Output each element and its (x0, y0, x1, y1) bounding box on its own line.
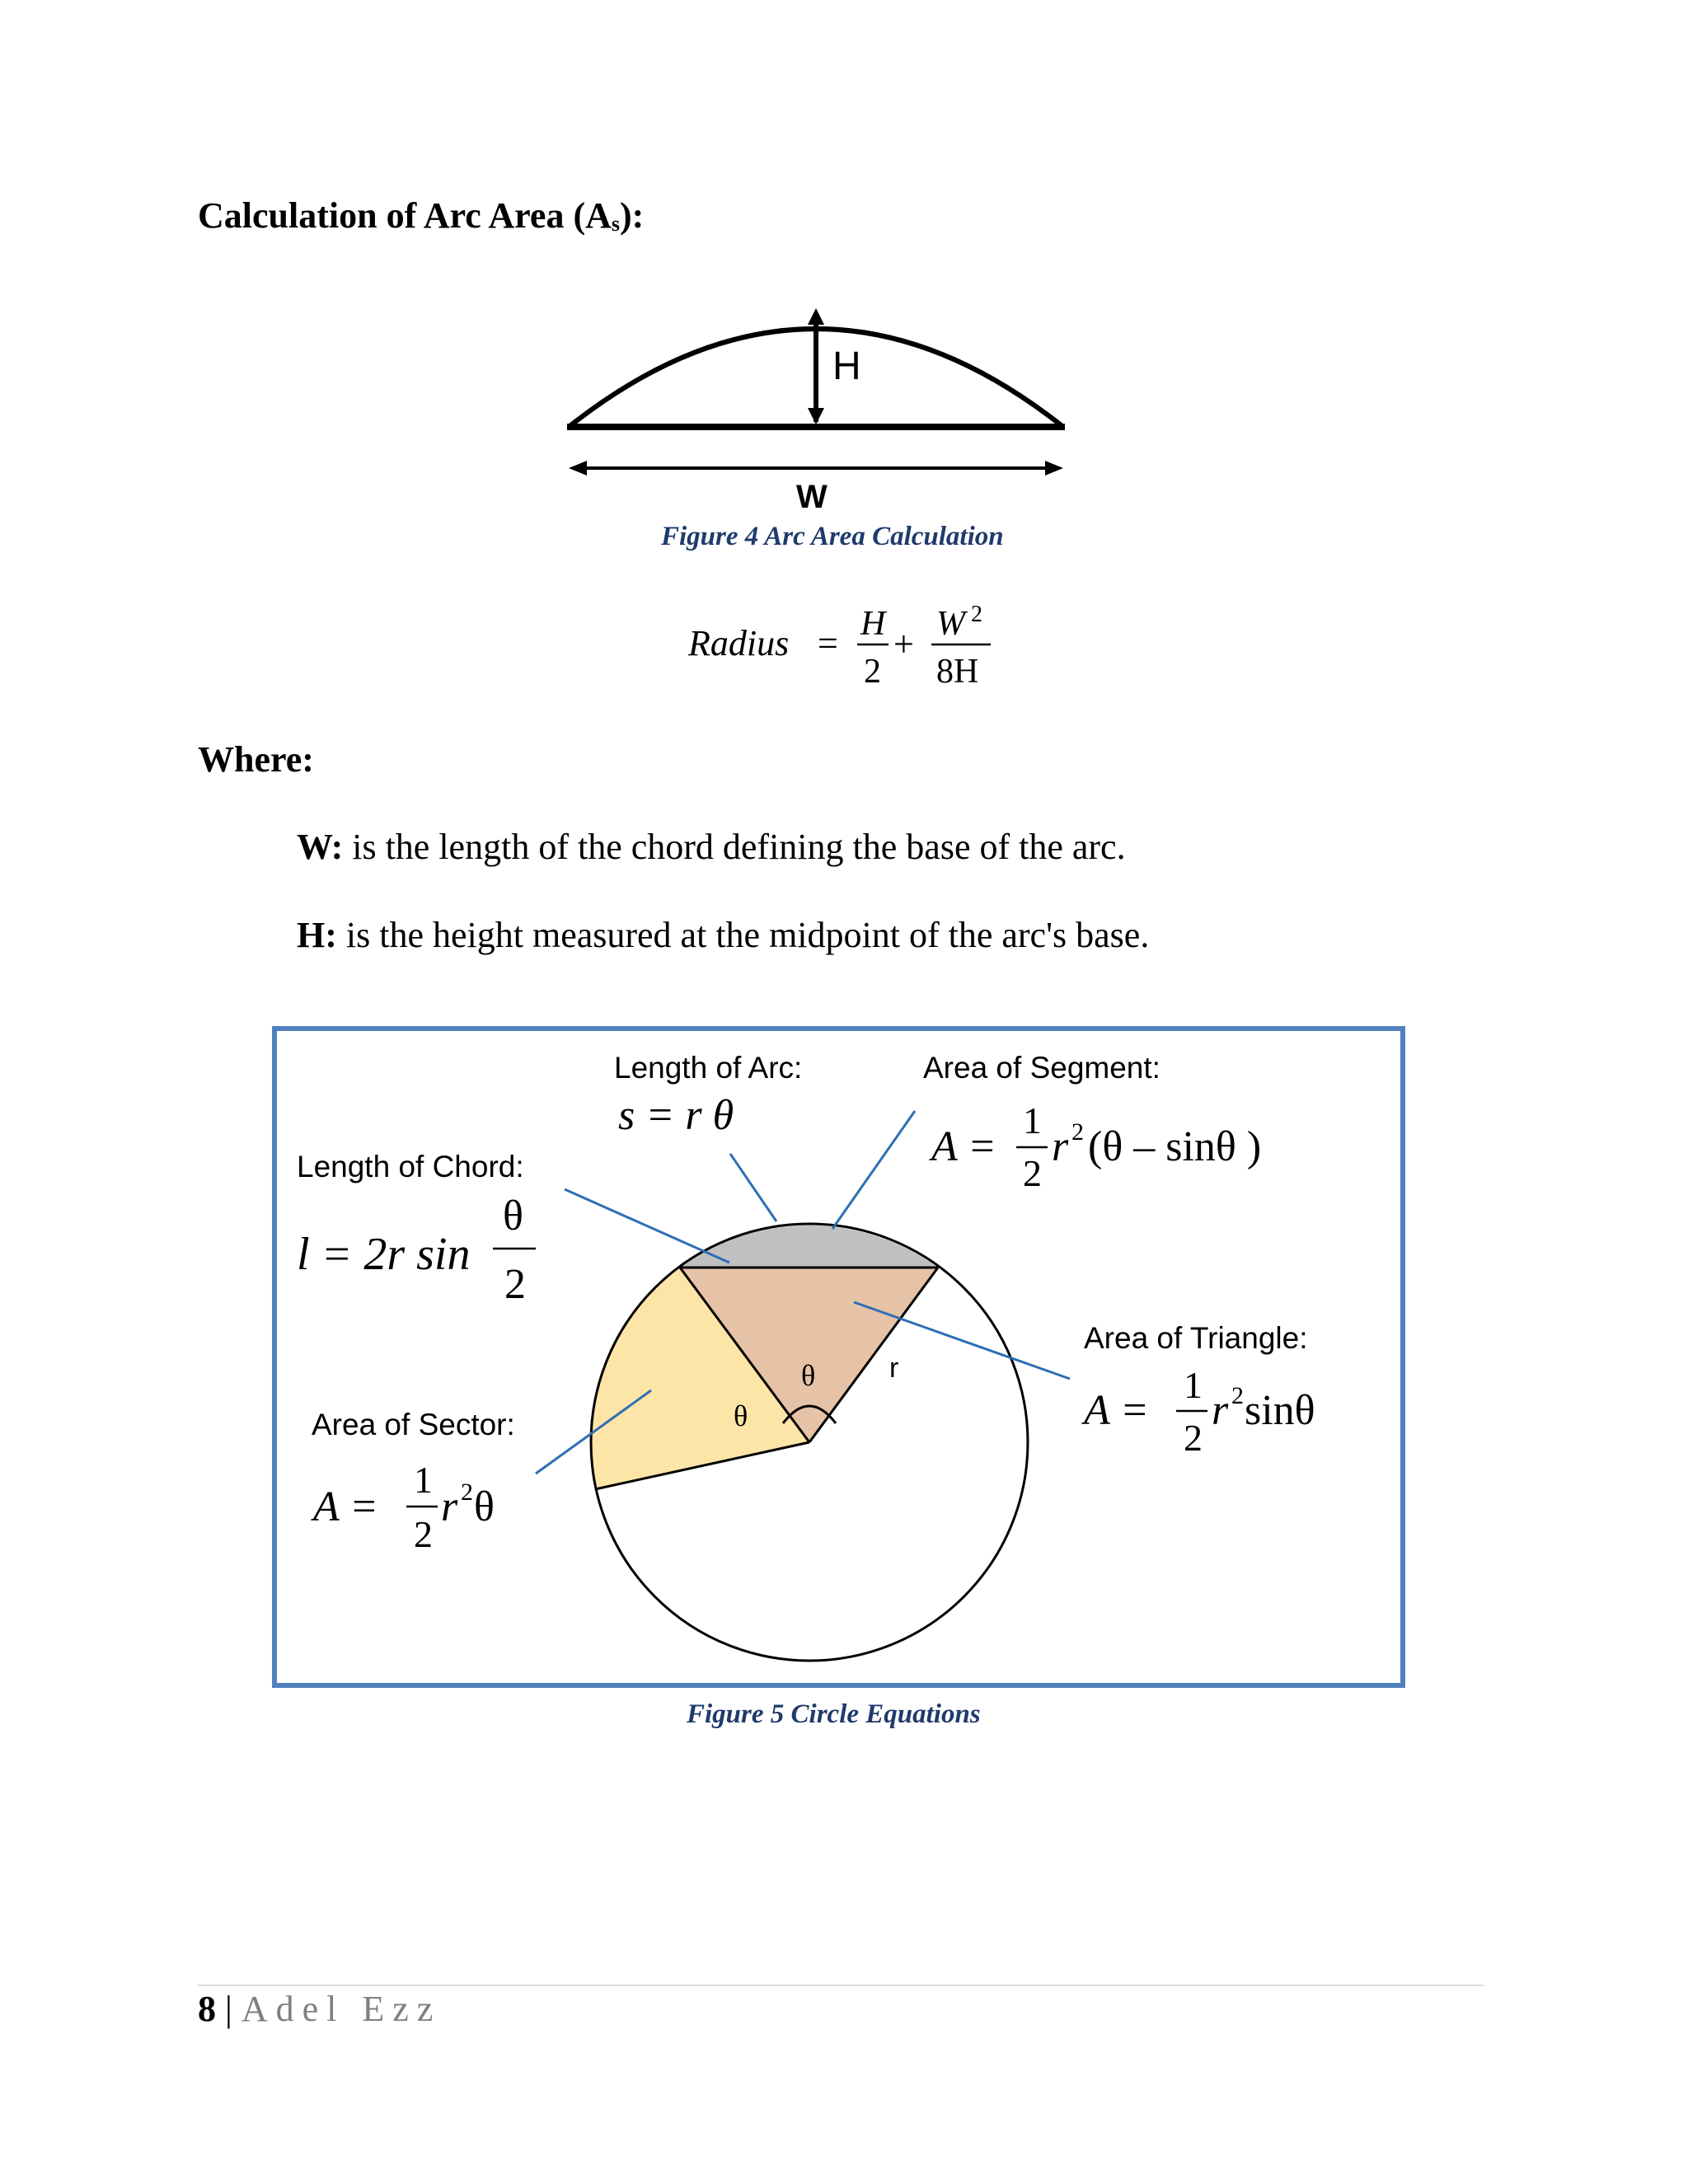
chord-formula-num: θ (503, 1193, 523, 1240)
term1-numerator: H (860, 605, 886, 643)
sector-area-label: Area of Sector: (312, 1408, 515, 1441)
term2-exponent: 2 (971, 602, 982, 627)
height-label: H (832, 344, 861, 388)
height-arrow-top (808, 308, 824, 325)
radius-formula (676, 593, 1006, 709)
definition-h: H: is the height measured at the midpoint of the arc's base. (297, 915, 1150, 955)
chord-length-label: Length of Chord: (297, 1150, 524, 1183)
where-label: Where: (198, 739, 314, 780)
formula-plus: + (893, 624, 914, 664)
formula-lhs: Radius (688, 623, 790, 663)
segment-formula-num: 1 (1023, 1099, 1042, 1141)
triangle-formula-den: 2 (1184, 1417, 1203, 1459)
page-number: 8 (198, 1989, 216, 2029)
section-heading: Calculation of Arc Area $(A_s)$: (198, 195, 645, 236)
width-arrow-left (569, 461, 587, 476)
height-arrow-bottom (808, 408, 824, 424)
sector-formula-tail: θ (474, 1483, 495, 1530)
segment-formula-exp: 2 (1071, 1118, 1084, 1146)
chord-formula-den: 2 (504, 1261, 526, 1308)
chord-formula-lhs: l = 2r sin (297, 1229, 471, 1280)
segment-formula-r: r (1052, 1123, 1069, 1170)
segment-formula-den: 2 (1023, 1152, 1042, 1194)
triangle-formula-num: 1 (1184, 1364, 1203, 1406)
sector-formula-num: 1 (414, 1459, 433, 1501)
radius-label: r (889, 1352, 899, 1384)
sector-formula-r: r (441, 1483, 458, 1530)
width-label: W (796, 479, 828, 515)
triangle-formula-tail: sinθ (1245, 1387, 1315, 1434)
author-name: Adel Ezz (241, 1989, 442, 2029)
sector-formula-exp: 2 (461, 1479, 473, 1506)
triangle-area-label: Area of Triangle: (1084, 1321, 1308, 1355)
figure-4-caption: Figure 4 Arc Area Calculation (661, 522, 1004, 551)
formula-equals: = (818, 623, 838, 663)
theta-left-label: θ (734, 1399, 748, 1432)
term1-denominator: 2 (864, 653, 881, 691)
figure-5-caption: Figure 5 Circle Equations (687, 1699, 981, 1729)
sector-formula-den: 2 (414, 1513, 433, 1555)
footer-divider (198, 1985, 1484, 1986)
circle-equations-figure (272, 1026, 1405, 1690)
arc-figure (544, 297, 1088, 519)
theta-center-label: θ (801, 1359, 816, 1392)
triangle-formula-exp: 2 (1231, 1382, 1244, 1409)
triangle-formula-r: r (1212, 1387, 1229, 1434)
triangle-formula-lhs: A = (1084, 1387, 1149, 1434)
segment-area-label: Area of Segment: (923, 1051, 1160, 1085)
definition-w: W: is the length of the chord defining the base of the arc. (297, 827, 1126, 867)
footer-separator: | (216, 1989, 241, 2029)
arc-length-label: Length of Arc: (614, 1051, 803, 1085)
segment-formula-tail: (θ – sinθ ) (1088, 1123, 1262, 1170)
arc-length-formula: s = r θ (618, 1092, 734, 1139)
sector-formula-lhs: A = (313, 1483, 378, 1530)
width-arrow-right (1045, 461, 1063, 476)
segment-formula-lhs: A = (931, 1123, 996, 1170)
term2-numerator: W (936, 605, 965, 643)
term2-denominator: 8H (936, 653, 979, 691)
page-footer (198, 1988, 441, 2030)
